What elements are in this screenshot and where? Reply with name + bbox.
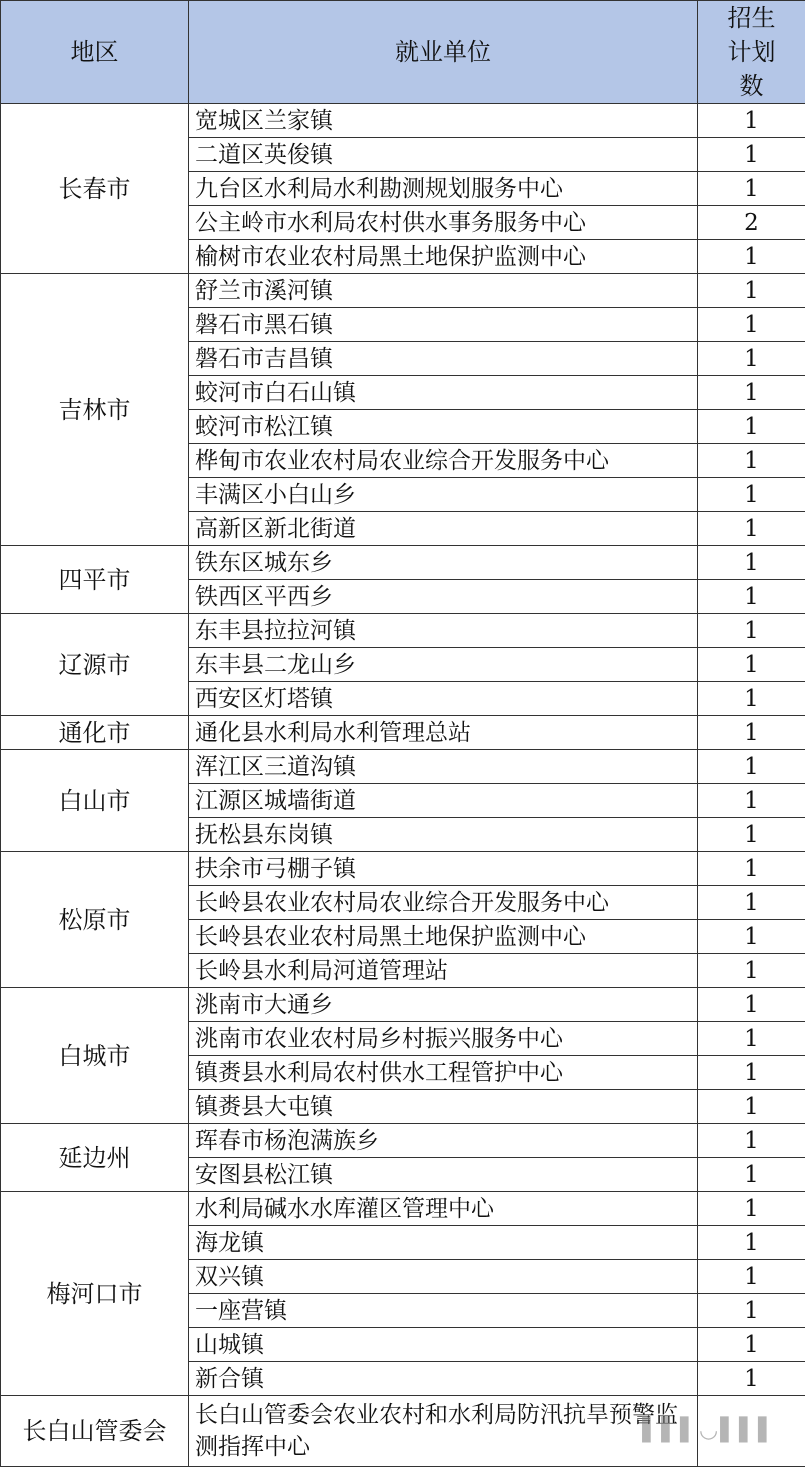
- unit-cell: 铁东区城东乡: [189, 546, 698, 580]
- count-cell: 1: [698, 954, 805, 988]
- count-cell: 1: [698, 308, 805, 342]
- region-cell: 长春市: [1, 104, 189, 274]
- watermark: ▌▌▌◡▌▌▌: [642, 1418, 777, 1443]
- table-header-row: [1, 1, 805, 104]
- region-cell: 辽源市: [1, 614, 189, 716]
- unit-cell: 磐石市黑石镇: [189, 308, 698, 342]
- count-cell: 1: [698, 512, 805, 546]
- unit-cell: 通化县水利局水利管理总站: [189, 716, 698, 750]
- count-cell: 1: [698, 1192, 805, 1226]
- unit-cell: 江源区城墙街道: [189, 784, 698, 818]
- count-cell: 1: [698, 1056, 805, 1090]
- unit-cell: 浑江区三道沟镇: [189, 750, 698, 784]
- count-cell: 1: [698, 852, 805, 886]
- unit-cell: 镇赉县水利局农村供水工程管护中心: [189, 1056, 698, 1090]
- count-cell: 1: [698, 1260, 805, 1294]
- count-cell: 1: [698, 1090, 805, 1124]
- unit-cell: 一座营镇: [189, 1294, 698, 1328]
- unit-cell: 丰满区小白山乡: [189, 478, 698, 512]
- unit-cell: 东丰县拉拉河镇: [189, 614, 698, 648]
- unit-cell: 山城镇: [189, 1328, 698, 1362]
- count-cell: 1: [698, 614, 805, 648]
- unit-cell: 舒兰市溪河镇: [189, 274, 698, 308]
- count-cell: 1: [698, 410, 805, 444]
- region-cell: 吉林市: [1, 274, 189, 546]
- unit-cell: 海龙镇: [189, 1226, 698, 1260]
- count-cell: 1: [698, 988, 805, 1022]
- unit-cell: 桦甸市农业农村局农业综合开发服务中心: [189, 444, 698, 478]
- count-cell: 1: [698, 682, 805, 716]
- header-region: 地区: [1, 1, 189, 104]
- count-cell: 1: [698, 1294, 805, 1328]
- unit-cell: 新合镇: [189, 1362, 698, 1396]
- unit-cell: 磐石市吉昌镇: [189, 342, 698, 376]
- count-cell: 1: [698, 138, 805, 172]
- unit-cell: 公主岭市水利局农村供水事务服务中心: [189, 206, 698, 240]
- table-row: [1, 614, 805, 648]
- count-cell: 1: [698, 342, 805, 376]
- count-cell: 1: [698, 886, 805, 920]
- table-row: [1, 104, 805, 138]
- count-cell: 1: [698, 1226, 805, 1260]
- unit-cell: 洮南市大通乡: [189, 988, 698, 1022]
- unit-cell: 铁西区平西乡: [189, 580, 698, 614]
- unit-cell: 二道区英俊镇: [189, 138, 698, 172]
- unit-cell: 水利局碱水水库灌区管理中心: [189, 1192, 698, 1226]
- count-cell: 1: [698, 444, 805, 478]
- unit-cell: 榆树市农业农村局黑土地保护监测中心: [189, 240, 698, 274]
- count-cell: 1: [698, 104, 805, 138]
- count-cell: 1: [698, 648, 805, 682]
- unit-cell: 双兴镇: [189, 1260, 698, 1294]
- unit-cell: 蛟河市白石山镇: [189, 376, 698, 410]
- unit-cell: 安图县松江镇: [189, 1158, 698, 1192]
- region-cell: 白山市: [1, 750, 189, 852]
- unit-cell: 洮南市农业农村局乡村振兴服务中心: [189, 1022, 698, 1056]
- count-cell: 1: [698, 1158, 805, 1192]
- count-cell: 1: [698, 546, 805, 580]
- count-cell: 1: [698, 818, 805, 852]
- unit-cell: 蛟河市松江镇: [189, 410, 698, 444]
- unit-cell: 长岭县农业农村局黑土地保护监测中心: [189, 920, 698, 954]
- table-row: [1, 716, 805, 750]
- header-plan: 招生计划数: [698, 1, 805, 104]
- table-row: [1, 274, 805, 308]
- count-cell: 1: [698, 1022, 805, 1056]
- unit-cell: 东丰县二龙山乡: [189, 648, 698, 682]
- count-cell: 1: [698, 478, 805, 512]
- unit-cell: 抚松县东岗镇: [189, 818, 698, 852]
- unit-cell: 镇赉县大屯镇: [189, 1090, 698, 1124]
- table-row: [1, 988, 805, 1022]
- header-unit: 就业单位: [189, 1, 698, 104]
- region-cell: 长白山管委会: [1, 1396, 189, 1467]
- count-cell: 2: [698, 206, 805, 240]
- count-cell: 1: [698, 1362, 805, 1396]
- count-cell: 1: [698, 240, 805, 274]
- region-cell: 延边州: [1, 1124, 189, 1192]
- count-cell: 1: [698, 580, 805, 614]
- table-row: [1, 852, 805, 886]
- unit-cell: 长白山管委会农业农村和水利局防汛抗旱预警监测指挥中心: [189, 1396, 698, 1467]
- count-cell: 1: [698, 1328, 805, 1362]
- count-cell: 1: [698, 784, 805, 818]
- table-body: [1, 104, 805, 1467]
- region-cell: 四平市: [1, 546, 189, 614]
- unit-cell: 宽城区兰家镇: [189, 104, 698, 138]
- region-cell: 梅河口市: [1, 1192, 189, 1396]
- count-cell: 1: [698, 920, 805, 954]
- region-cell: 松原市: [1, 852, 189, 988]
- table-row: [1, 1192, 805, 1226]
- region-cell: 通化市: [1, 716, 189, 750]
- unit-cell: 九台区水利局水利勘测规划服务中心: [189, 172, 698, 206]
- unit-cell: 扶余市弓棚子镇: [189, 852, 698, 886]
- unit-cell: 珲春市杨泡满族乡: [189, 1124, 698, 1158]
- count-cell: 1: [698, 1124, 805, 1158]
- count-cell: 1: [698, 274, 805, 308]
- count-cell: 1: [698, 716, 805, 750]
- unit-cell: 高新区新北街道: [189, 512, 698, 546]
- table-row: [1, 546, 805, 580]
- table-row: [1, 1124, 805, 1158]
- count-cell: 1: [698, 376, 805, 410]
- region-cell: 白城市: [1, 988, 189, 1124]
- unit-cell: 长岭县水利局河道管理站: [189, 954, 698, 988]
- table-row: [1, 750, 805, 784]
- count-cell: 1: [698, 750, 805, 784]
- unit-cell: 西安区灯塔镇: [189, 682, 698, 716]
- count-cell: 1: [698, 172, 805, 206]
- unit-cell: 长岭县农业农村局农业综合开发服务中心: [189, 886, 698, 920]
